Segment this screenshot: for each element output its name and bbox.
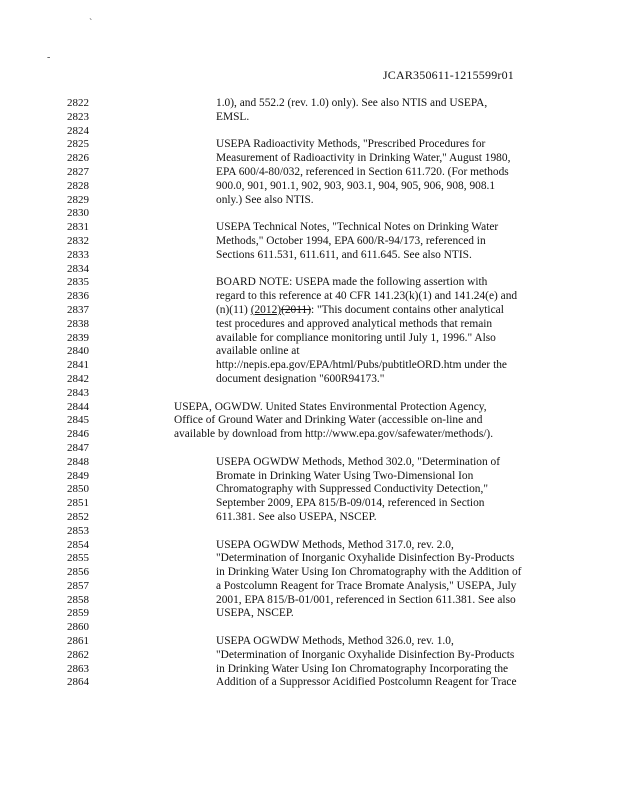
document-line — [0, 373, 619, 387]
line-number: 2826 — [67, 152, 89, 165]
line-text: USEPA Radioactivity Methods, "Prescribed Procedures for — [216, 138, 486, 151]
line-number: 2851 — [67, 497, 89, 510]
line-number: 2822 — [67, 97, 89, 109]
document-line — [0, 387, 619, 401]
line-number: 2863 — [67, 662, 89, 675]
scan-mark-top: ` — [89, 18, 93, 29]
document-line — [0, 525, 619, 539]
line-text: 900.0, 901, 901.1, 902, 903, 903.1, 904, 905, 906, 908, 908.1 — [216, 179, 496, 192]
line-number: 2824 — [67, 124, 89, 137]
line-number: 2858 — [67, 593, 89, 606]
line-text: Measurement of Radioactivity in Drinking Water," August 1980, — [216, 152, 511, 165]
line-text: in Drinking Water Using Ion Chromatography with the Addition of — [216, 566, 522, 579]
document-line — [0, 194, 619, 208]
document-line — [0, 483, 619, 497]
line-text: available by download from http://www.epa.gov/safewater/methods/). — [174, 428, 494, 441]
line-number: 2843 — [67, 386, 89, 399]
document-line — [0, 607, 619, 621]
line-number: 2861 — [67, 635, 89, 648]
line-number: 2841 — [67, 359, 89, 372]
line-text: USEPA, NSCEP. — [216, 607, 294, 620]
document-line — [0, 249, 619, 263]
document-line — [0, 152, 619, 166]
document-line — [0, 138, 619, 152]
line-text: EPA 600/4-80/032, referenced in Section 611.720. (For methods — [216, 165, 509, 178]
line-text-segment: : "This document contains other analytical — [311, 303, 504, 316]
line-text: September 2009, EPA 815/B-09/014, referenced in Section — [216, 497, 485, 510]
line-text: Bromate in Drinking Water Using Two-Dimensional Ion — [216, 469, 474, 482]
document-line — [0, 97, 619, 111]
line-text: Addition of a Suppressor Acidified Postcolumn Reagent for Trace — [216, 676, 517, 689]
document-line — [0, 276, 619, 290]
line-number: 2864 — [67, 676, 89, 689]
line-text: available for compliance monitoring until July 1, 1996." Also — [216, 331, 496, 344]
document-line — [0, 442, 619, 456]
line-number: 2854 — [67, 538, 89, 551]
document-line — [0, 539, 619, 553]
line-number: 2862 — [67, 648, 89, 661]
document-line — [0, 235, 619, 249]
inserted-text: (2012) — [250, 303, 282, 316]
line-number: 2832 — [67, 234, 89, 247]
document-line — [0, 497, 619, 511]
line-number: 2847 — [67, 441, 89, 454]
line-number: 2823 — [67, 110, 89, 123]
document-line — [0, 221, 619, 235]
line-number: 2842 — [67, 372, 89, 385]
line-text: Methods," October 1994, EPA 600/R-94/173, referenced in — [216, 234, 486, 247]
line-number: 2846 — [67, 428, 89, 441]
document-line — [0, 414, 619, 428]
document-line — [0, 663, 619, 677]
line-number: 2852 — [67, 510, 89, 523]
line-text: http://nepis.epa.gov/EPA/html/Pubs/pubtitleORD.htm under the — [216, 359, 507, 372]
line-text: USEPA, OGWDW. United States Environmental Protection Agency, — [174, 400, 487, 413]
line-number: 2849 — [67, 469, 89, 482]
line-text: EMSL. — [216, 110, 250, 123]
line-number: 2839 — [67, 331, 89, 344]
line-number: 2833 — [67, 248, 89, 261]
line-number: 2855 — [67, 552, 89, 565]
document-line — [0, 111, 619, 125]
line-text-segment: (n)(11) — [216, 303, 251, 316]
document-line — [0, 676, 619, 690]
line-text: Sections 611.531, 611.611, and 611.645. See also NTIS. — [216, 248, 472, 261]
line-number: 2850 — [67, 483, 89, 496]
document-line — [0, 345, 619, 359]
document-line — [0, 621, 619, 635]
line-number: 2856 — [67, 566, 89, 579]
line-number: 2829 — [67, 193, 89, 206]
line-text: "Determination of Inorganic Oxyhalide Disinfection By-Products — [216, 648, 515, 661]
document-line — [0, 318, 619, 332]
line-text: Office of Ground Water and Drinking Water (accessible on-line and — [174, 414, 483, 427]
line-number: 2835 — [67, 276, 89, 289]
line-text: "Determination of Inorganic Oxyhalide Disinfection By-Products — [216, 552, 515, 565]
line-text: a Postcolumn Reagent for Trace Bromate Analysis," USEPA, July — [216, 579, 517, 592]
document-line — [0, 649, 619, 663]
line-text — [216, 304, 504, 318]
document-line — [0, 552, 619, 566]
line-number: 2860 — [67, 621, 89, 634]
line-number: 2859 — [67, 607, 89, 620]
document-line — [0, 290, 619, 304]
line-text: test procedures and approved analytical methods that remain — [216, 317, 493, 330]
line-text: USEPA OGWDW Methods, Method 326.0, rev. 1.0, — [216, 635, 454, 648]
document-line — [0, 470, 619, 484]
line-number: 2838 — [67, 317, 89, 330]
numbered-text-body — [0, 97, 619, 690]
document-line — [0, 207, 619, 221]
line-number: 2848 — [67, 455, 89, 468]
line-number: 2830 — [67, 207, 89, 220]
document-line — [0, 304, 619, 318]
line-number: 2828 — [67, 179, 89, 192]
line-text: 1.0), and 552.2 (rev. 1.0) only). See also NTIS and USEPA, — [216, 97, 488, 109]
document-line — [0, 580, 619, 594]
line-text: regard to this reference at 40 CFR 141.23(k)(1) and 141.24(e) and — [216, 290, 518, 303]
document-line — [0, 456, 619, 470]
document-line — [0, 166, 619, 180]
document-line — [0, 566, 619, 580]
line-text: document designation "600R94173." — [216, 372, 385, 385]
document-line — [0, 511, 619, 525]
line-number: 2831 — [67, 221, 89, 234]
line-text: Chromatography with Suppressed Conductivity Detection," — [216, 483, 488, 496]
line-number: 2836 — [67, 290, 89, 303]
line-text: in Drinking Water Using Ion Chromatography Incorporating the — [216, 662, 509, 675]
line-text: BOARD NOTE: USEPA made the following assertion with — [216, 276, 488, 289]
scan-mark-left: - — [47, 52, 51, 63]
line-number: 2827 — [67, 165, 89, 178]
document-line — [0, 594, 619, 608]
document-line — [0, 263, 619, 277]
document-line — [0, 125, 619, 139]
line-number: 2845 — [67, 414, 89, 427]
line-number: 2825 — [67, 138, 89, 151]
line-number: 2834 — [67, 262, 89, 275]
line-text: 611.381. See also USEPA, NSCEP. — [216, 510, 377, 523]
document-line — [0, 359, 619, 373]
line-number: 2840 — [67, 345, 89, 358]
line-text: USEPA OGWDW Methods, Method 302.0, "Determination of — [216, 455, 501, 468]
line-number: 2853 — [67, 524, 89, 537]
document-line — [0, 180, 619, 194]
document-line — [0, 428, 619, 442]
document-line — [0, 401, 619, 415]
document-id-header: JCAR350611-1215599r01 — [382, 68, 514, 82]
line-text: available online at — [216, 345, 300, 358]
deleted-text: (2011) — [281, 303, 312, 316]
line-number: 2837 — [67, 303, 89, 316]
document-line — [0, 332, 619, 346]
line-text: USEPA OGWDW Methods, Method 317.0, rev. 2.0, — [216, 538, 454, 551]
line-text: 2001, EPA 815/B-01/001, referenced in Section 611.381. See also — [216, 593, 516, 606]
line-number: 2844 — [67, 400, 89, 413]
line-text: only.) See also NTIS. — [216, 193, 314, 206]
line-number: 2857 — [67, 579, 89, 592]
document-line — [0, 635, 619, 649]
line-text: USEPA Technical Notes, "Technical Notes on Drinking Water — [216, 221, 499, 234]
